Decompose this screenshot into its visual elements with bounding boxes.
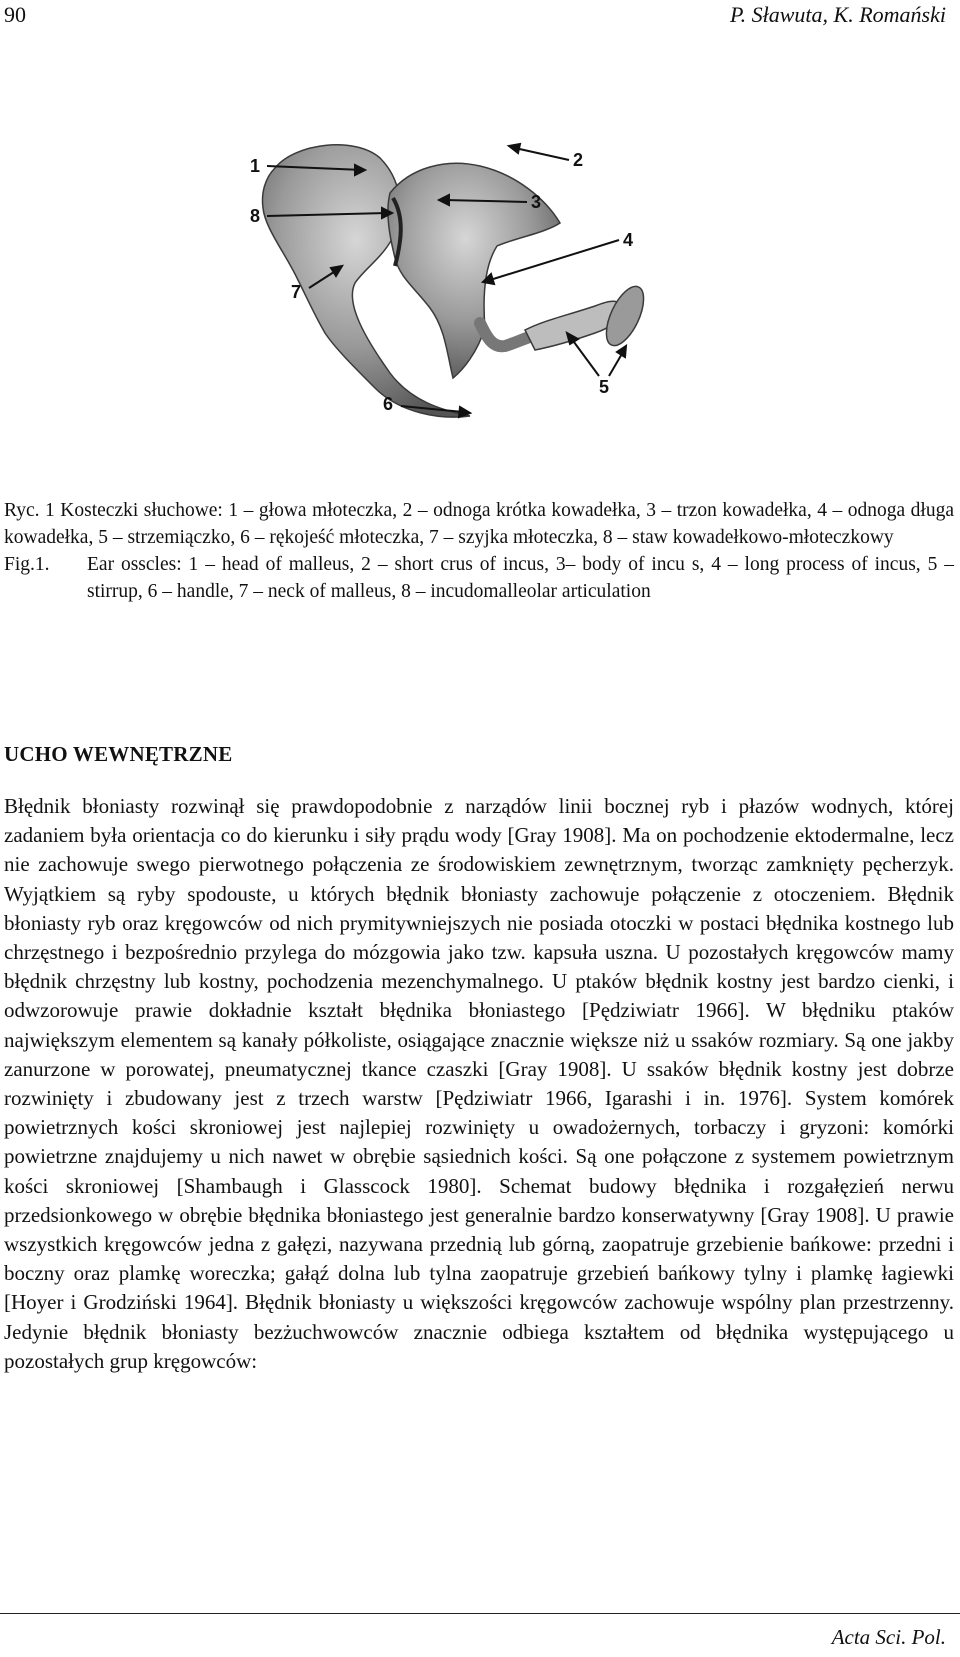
arrow-4 [490,240,619,280]
fig-label-2: 2 [573,150,584,170]
stapes-link-shape [480,323,533,346]
fig-label-5: 5 [599,377,610,397]
running-head-authors: P. Sławuta, K. Romański [730,2,946,27]
section-heading: UCHO WEWNĘTRZNE [4,742,233,766]
fig-label-8: 8 [250,206,261,226]
fig-label-4: 4 [623,230,634,250]
figure-caption [4,497,954,605]
page-number: 90 [4,2,26,27]
fig-label-7: 7 [291,282,302,302]
footer-rule [0,1613,960,1614]
footer-journal: Acta Sci. Pol. [831,1625,946,1649]
fig-label-6: 6 [383,394,394,414]
arrow-2-head [509,144,520,153]
fig-label-1: 1 [250,156,261,176]
caption-english-text: Ear osscles: 1 – head of malleus, 2 – short crus of incus, 3– body of incu s, 4 – long process of incus, 5 – stirrup, 6 – handle, 7 – neck of malleus, 8 – incudomalleolar articulation [87,554,954,602]
caption-english [4,551,954,605]
arrow-2 [515,148,569,160]
caption-english-label: Fig.1. [4,554,50,575]
arrow-5b-head [617,346,626,357]
caption-polish-text: Ryc. 1 Kosteczki słuchowe: 1 – głowa młoteczka, 2 – odnoga krótka kowadełka, 3 – trzon kowadełka, 4 – odnoga długa kowadełka, 5 – strzemiączko, 6 – rękojeść młoteczka, 7 – szyjka młoteczka, 8 – staw kowadełkowo-młoteczkowy [4,500,954,548]
caption-polish [4,497,954,551]
arrow-5a [571,338,599,376]
ear-ossicles-figure [215,138,670,468]
fig-label-3: 3 [531,192,542,212]
body-paragraph: Błędnik błoniasty rozwinął się prawdopodobnie z narządów linii bocznej ryb i płazów wodnych, której zadaniem była orientacja co do kierunku i siły prądu wody [Gray 1908]. Ma on pochodzenie ektodermalne, lecz nie zachowuje swego pierwotnego połączenia ze środowiskiem zewnętrznym, tworząc zamknięty pęcherzyk. Wyjątkiem są ryby spodouste, u których błędnik błoniasty zachowuje połączenie z otoczeniem. Błędnik błoniasty ryb oraz kręgowców od nich prymitywniejszych nie posiada otoczki w postaci błędnika kostnego lub chrzęstnego i bezpośrednio przylega do mózgowia jako tzw. kapsuła uszna. U pozostałych kręgowców mamy błędnik chrzęstny lub kostny, pochodzenia mezenchymalnego. U ptaków błędnik kostny jest bardzo cienki, i odwzorowuje prawie dokładnie kształt błędnika błoniastego [Pędziwiatr 1966]. W błędniku ptaków największym elementem są kanały półkoliste, osiągające znacznie większe niż u ssaków rozmiary. Są one jakby zanurzone w porowatej, pneumatycznej tkance czaszki [Gray 1908]. U ssaków błędnik kostny jest dobrze rozwinięty i zbudowany jest z trzech warstw [Pędziwiatr 1966, Igarashi i in. 1976]. System komórek powietrznych kości skroniowej jest najlepiej rozwinięty u owadożernych, torbaczy i gryzoni: komórki powietrzne znajdujemy u nich nawet w obrębie sąsiednich kości. Są one połączone z systemem powietrznym kości skroniowej [Shambaugh i Glasscock 1980]. Schemat budowy błędnika i rozgałęzień nerwu przedsionkowego w obrębie błędnika błoniastego jest generalnie bardzo konserwatywny [Gray 1908]. U prawie wszystkich kręgowców jedna z gałęzi, nazywana przednią lub górną, zaopatruje grzebienie bańkowe: przedni i boczny oraz plamkę woreczka; gałąź dolna lub tylna zaopatruje grzebień bańkowy tylny i plamkę łagiewki [Hoyer i Grodziński 1964]. Błędnik błoniasty u większości kręgowców zachowuje wspólny plan przestrzenny. Jedynie błędnik błoniasty bezżuchwowców znacznie odbiega kształtem od błędnika występującego u pozostałych grup kręgowców: [4,794,954,1373]
